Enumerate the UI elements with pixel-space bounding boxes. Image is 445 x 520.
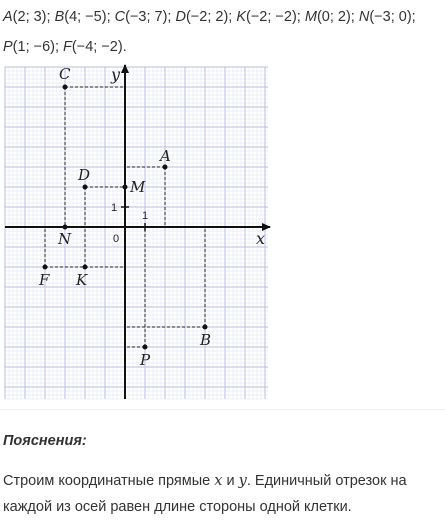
point-b [203, 325, 208, 330]
grid-lines [5, 67, 268, 399]
point-label-k: K [76, 271, 88, 289]
point-entry-a [3, 9, 47, 25]
point-label-f: F [39, 271, 50, 289]
point-entry-k [236, 9, 296, 25]
explanation-part1: Строим координатные прямые [3, 473, 215, 489]
point-m [123, 185, 128, 190]
explanation-heading: Пояснения: [3, 433, 87, 449]
point-entry-coords: (0; 2) [316, 9, 351, 25]
point-entry-coords: (2; 3) [12, 9, 47, 25]
y-axis-arrow [121, 64, 129, 73]
point-label-d: D [78, 166, 91, 184]
point-entry-coords: (4; −5) [64, 9, 107, 25]
point-entry-label: B [54, 9, 65, 25]
point-entry-label: K [236, 9, 247, 25]
origin-label: 0 [113, 233, 120, 245]
point-entry-d [175, 9, 228, 25]
point-entry-coords: (−2; 2) [185, 9, 229, 25]
point-entry-label: D [175, 9, 186, 25]
point-label-m: M [130, 178, 146, 196]
point-p [143, 345, 148, 350]
point-entry-coords: (−4; −2) [71, 39, 123, 55]
point-entry-label: C [114, 9, 126, 25]
x-axis-label: x [256, 229, 266, 248]
point-entry-c [115, 9, 168, 25]
y-axis-label: y [111, 65, 121, 84]
point-entry-label: M [304, 9, 317, 25]
point-entry-label: A [3, 9, 13, 25]
variable-y: y [238, 473, 247, 489]
point-k [83, 265, 88, 270]
point-entry-label: N [358, 9, 370, 25]
point-label-n: N [58, 230, 72, 248]
point-d [83, 185, 88, 190]
point-label-p: P [140, 351, 151, 369]
point-n [63, 225, 68, 230]
point-entry-m [305, 9, 351, 25]
point-entry-f [63, 39, 123, 55]
point-entry-coords: (−3; 0) [369, 9, 412, 25]
point-entry-label: P [3, 39, 13, 55]
point-entry-n [359, 9, 412, 25]
points-list: A(2; 3); B(4; −5); C(−3; 7); D(−2; 2); K(−2; −2); M(0; 2); N(−3; 0); P(1; −6); F(−4; −2). [3, 9, 416, 55]
point-entry-coords: (−3; 7) [125, 9, 168, 25]
explanation-and: и [222, 473, 239, 489]
divider [0, 409, 445, 410]
point-entry-label: F [63, 39, 72, 55]
point-label-c: C [59, 65, 71, 83]
unit-y-label: 1 [111, 202, 118, 214]
variable-x: x [214, 473, 223, 489]
explanation-text [3, 468, 443, 520]
point-entry-coords: (1; −6) [12, 39, 55, 55]
explanation-part2: . Единичный отрезок на каждой из осей равен длине стороны одной клетки. [3, 473, 407, 515]
unit-x-label: 1 [142, 210, 149, 222]
point-label-a: A [160, 147, 171, 165]
point-a [163, 165, 168, 170]
coordinate-plane [0, 64, 275, 400]
point-entry-coords: (−2; −2) [246, 9, 297, 25]
point-label-b: B [200, 331, 212, 349]
point-entry-b [55, 9, 107, 25]
point-c [63, 85, 68, 90]
point-f [43, 265, 48, 270]
point-entry-p [3, 39, 55, 55]
